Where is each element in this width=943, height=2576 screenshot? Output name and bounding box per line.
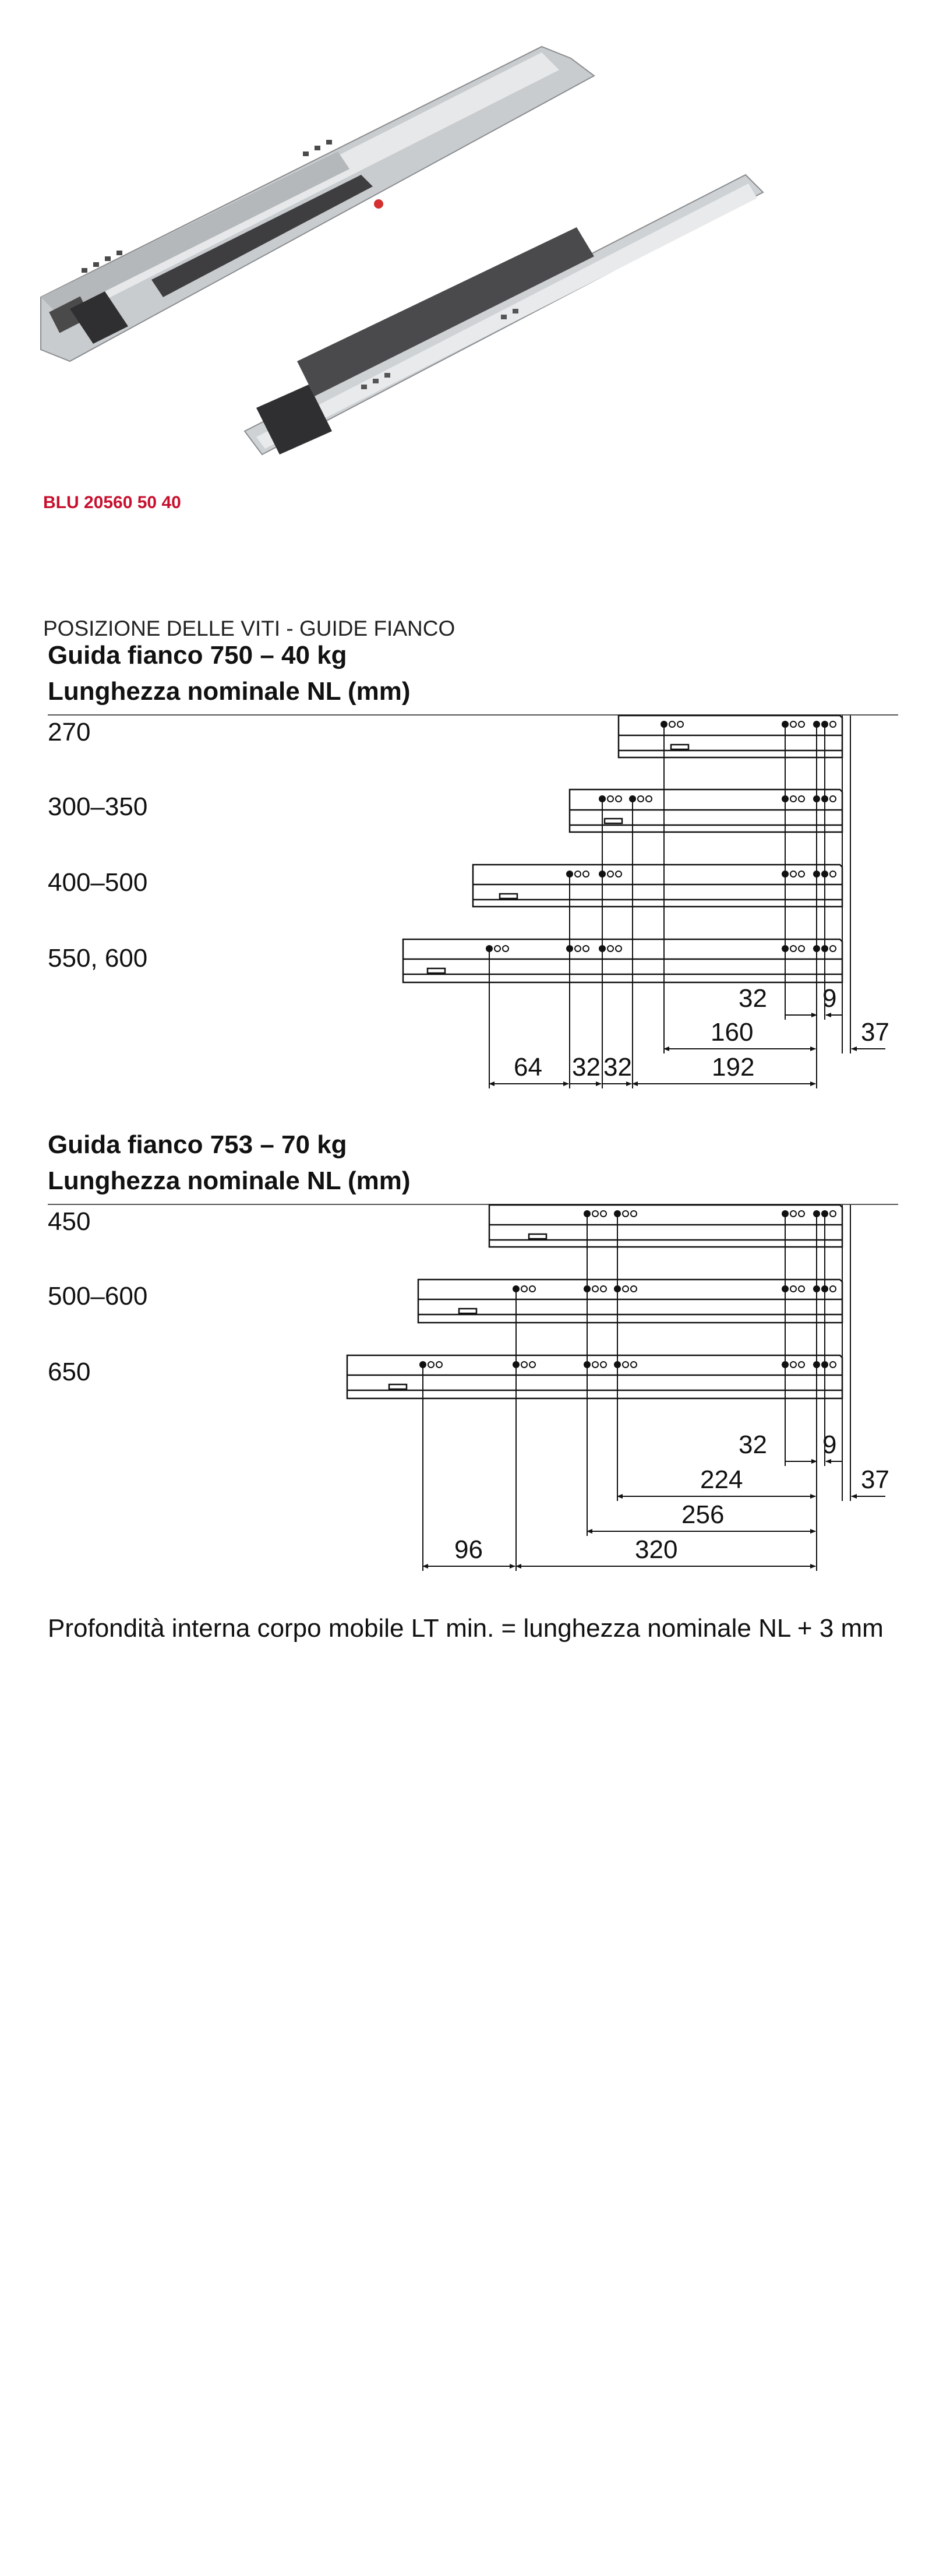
guide-753-dimension-lines xyxy=(423,1205,885,1571)
product-code: BLU 20560 50 40 xyxy=(43,493,181,512)
dim-750-9: 9 xyxy=(822,984,837,1013)
guide-750-length-550-600: 550, 600 xyxy=(48,944,148,972)
dim-753-320: 320 xyxy=(635,1535,678,1564)
guide-750-dimension-lines xyxy=(489,716,885,1088)
guide-753-length-650: 650 xyxy=(48,1358,91,1386)
dim-750-32b: 32 xyxy=(603,1053,632,1081)
guide-750-rails xyxy=(403,716,842,982)
guide-753-rails xyxy=(347,1205,842,1398)
dim-750-32: 32 xyxy=(739,984,767,1013)
dim-753-96: 96 xyxy=(454,1535,483,1564)
dim-753-32: 32 xyxy=(739,1430,767,1459)
guide-753-title: Guida fianco 753 – 70 kg xyxy=(48,1130,347,1159)
guide-753-dimensions xyxy=(454,1430,889,1564)
rail-500-600 xyxy=(418,1280,842,1323)
dim-750-37: 37 xyxy=(861,1018,889,1046)
guide-750-length-270: 270 xyxy=(48,718,91,746)
dim-750-192: 192 xyxy=(712,1053,755,1081)
dim-753-9: 9 xyxy=(822,1430,837,1459)
depth-footnote: Profondità interna corpo mobile LT min. = lunghezza nominale NL + 3 mm xyxy=(48,1614,884,1643)
guide-750-title: Guida fianco 750 – 40 kg xyxy=(48,641,347,669)
guide-753-subtitle: Lunghezza nominale NL (mm) xyxy=(48,1167,411,1195)
guide-750-length-300-350: 300–350 xyxy=(48,792,148,821)
guide-753-length-500-600: 500–600 xyxy=(48,1282,148,1310)
guide-750-length-400-500: 400–500 xyxy=(48,868,148,897)
dim-750-160: 160 xyxy=(711,1018,754,1046)
dim-753-37: 37 xyxy=(861,1465,889,1494)
dim-753-256: 256 xyxy=(681,1500,725,1529)
dim-750-32a: 32 xyxy=(572,1053,601,1081)
dim-753-224: 224 xyxy=(700,1465,743,1494)
rail-270 xyxy=(619,716,842,757)
guide-750-subtitle: Lunghezza nominale NL (mm) xyxy=(48,677,411,706)
rail-550-600 xyxy=(403,939,842,982)
dim-750-64: 64 xyxy=(514,1053,542,1081)
guide-753-length-450: 450 xyxy=(48,1207,91,1236)
guide-750-holes xyxy=(486,721,836,952)
rail-450 xyxy=(489,1205,842,1247)
guide-753-holes xyxy=(419,1210,836,1368)
section-caption: POSIZIONE DELLE VITI - GUIDE FIANCO xyxy=(43,616,455,640)
